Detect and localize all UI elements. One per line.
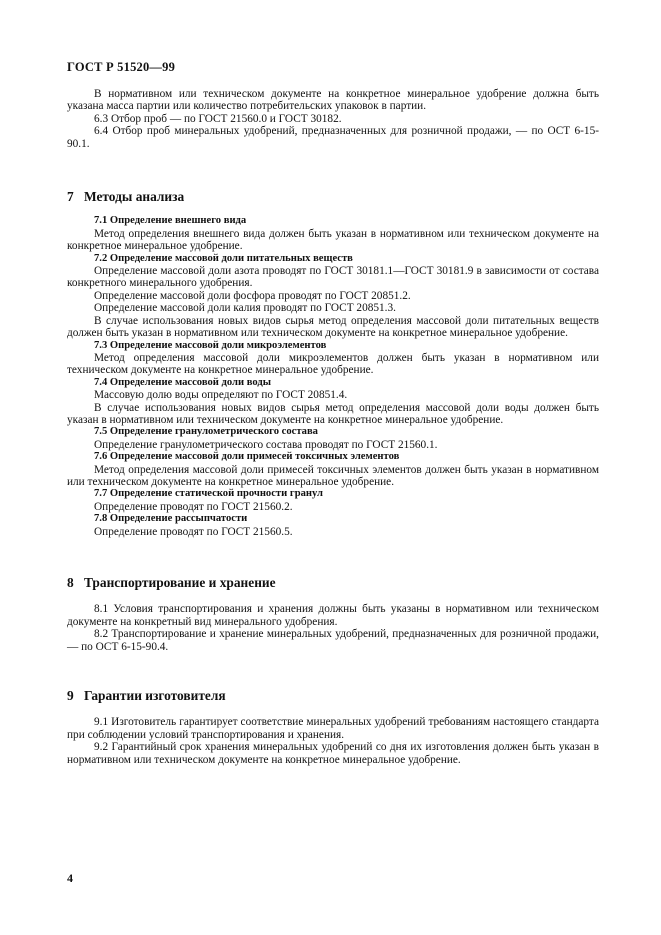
subsection-7-3-text: Метод определения массовой доли микроэлементов должен быть указан в нормативном или техническом документе на конкретное минеральное удобрение. [67,351,599,377]
subsection-7-4-text-1: Массовую долю воды определяют по ГОСТ 20851.4. [94,389,348,402]
section-9-title: Гарантии изготовителя [84,688,226,704]
clause-9-2: 9.2 Гарантийный срок хранения минеральных удобрений со дня их изготовления должен быть указан в нормативном или техническом документе на конкретное минеральное удобрение. [67,741,599,766]
section-7-title: Методы анализа [84,189,185,205]
subsection-7-2-text-2: Определение массовой доли фосфора проводят по ГОСТ 20851.2. [94,289,411,302]
subsection-7-6-title: 7.6 Определение массовой доли примесей токсичных элементов [94,451,400,463]
intro-paragraph: В нормативном или техническом документе на конкретное минеральное удобрение должна быть указана масса партии или количество потребительских упаковок в партии. [67,88,599,113]
document-body [67,88,599,766]
clause-6-4: 6.4 Отбор проб минеральных удобрений, предназначенных для розничной продажи, — по ОСТ 6-15-90.1. [67,125,599,150]
subsection-7-4-title: 7.4 Определение массовой доли воды [94,376,272,388]
subsection-7-1-title: 7.1 Определение внешнего вида [94,215,247,227]
clause-8-1: 8.1 Условия транспортирования и хранения должны быть указаны в нормативном или техническом документе на конкретный вид минерального удобрения. [67,603,599,628]
section-8-heading [67,577,599,589]
subsection-7-3-title: 7.3 Определение массовой доли микроэлементов [94,339,327,351]
section-8-number: 8 [67,575,74,590]
section-8-title: Транспортирование и хранение [84,575,276,590]
subsection-7-2-title: 7.2 Определение массовой доли питательных веществ [94,252,353,264]
clause-6-3: 6.3 Отбор проб — по ГОСТ 21560.0 и ГОСТ 30182. [94,112,342,125]
subsection-7-5-text: Определение гранулометрического состава проводят по ГОСТ 21560.1. [94,438,438,451]
section-7-number: 7 [67,189,74,205]
document-code-header: ГОСТ Р 51520—99 [67,60,176,74]
subsection-7-8-title: 7.8 Определение рассыпчатости [94,513,248,525]
section-7-heading [67,191,599,203]
subsection-7-2-text-3: Определение массовой доли калия проводят по ГОСТ 20851.3. [94,302,396,315]
section-9-heading [67,690,599,702]
clause-9-1: 9.1 Изготовитель гарантирует соответствие минеральных удобрений требованиям настоящего стандарта при соблюдении условий транспортирования и хранения. [67,716,599,741]
subsection-7-1-text: Метод определения внешнего вида должен быть указан в нормативном или техническом документе на конкретное минеральное удобрение. [67,227,599,253]
subsection-7-7-title: 7.7 Определение статической прочности гранул [94,488,323,500]
subsection-7-2-text-1: Определение массовой доли азота проводят по ГОСТ 30181.1—ГОСТ 30181.9 в зависимости от состава конкретного минерального удобрения. [67,265,599,290]
subsection-7-5-title: 7.5 Определение гранулометрического состава [94,426,318,438]
subsection-7-8-text: Определение проводят по ГОСТ 21560.5. [94,525,293,538]
section-9-number: 9 [67,688,74,704]
page-number: 4 [67,871,73,885]
subsection-7-4-text-2: В случае использования новых видов сырья метод определения массовой доли воды должен быть указан в нормативном или техническом документе на конкретное минеральное удобрение. [67,401,599,426]
subsection-7-7-text: Определение проводят по ГОСТ 21560.2. [94,500,293,513]
subsection-7-2-text-4: В случае использования новых видов сырья метод определения массовой доли питательных веществ должен быть указан в нормативном или техническом документе на конкретное минеральное удобрение. [67,314,599,340]
subsection-7-6-text: Метод определения массовой доли примесей токсичных элементов должен быть указан в нормативном или техническом документе на конкретное минеральное удобрение. [67,463,599,488]
clause-8-2: 8.2 Транспортирование и хранение минеральных удобрений, предназначенных для розничной продажи, — по ОСТ 6-15-90.4. [67,628,599,653]
